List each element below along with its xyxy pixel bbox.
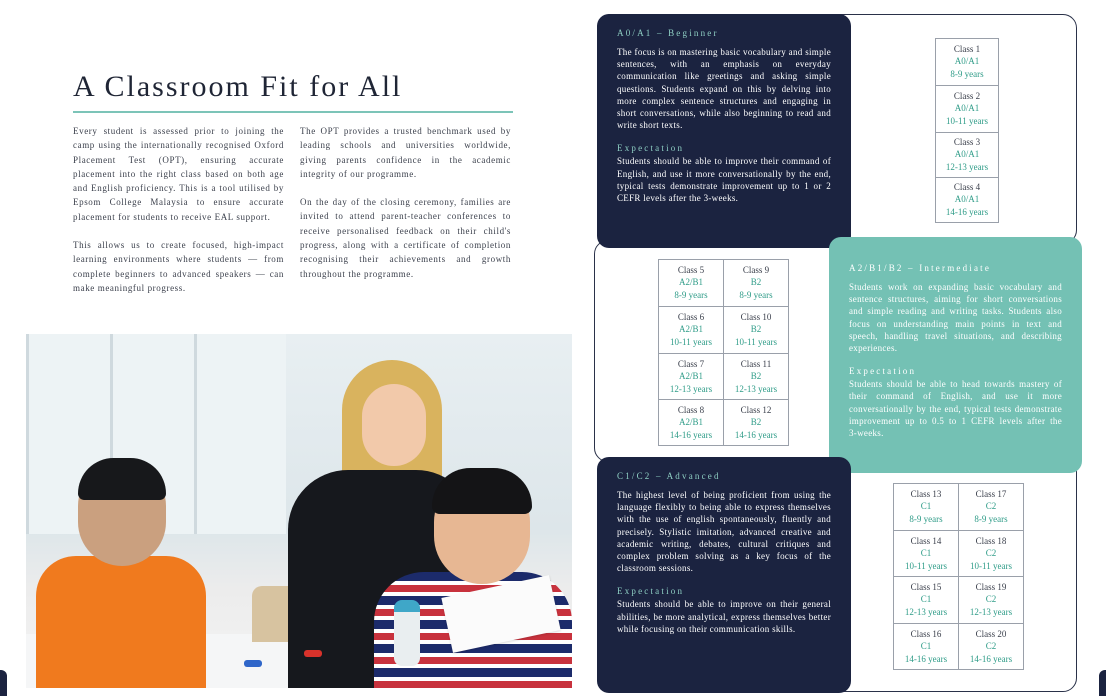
intro-paragraph: On the day of the closing ceremony, families are invited to attend parent‑teacher conferences to receive personalised feedback on their child's progress, along with a certificate of completion recognising their achievements and growth throughout the programme. (300, 197, 511, 279)
class-age: 12‑13 years (669, 383, 713, 394)
class-name: Class 13 (910, 489, 942, 499)
class-age: 8‑9 years (909, 514, 943, 524)
class-cell (659, 260, 724, 307)
intermediate-class-table (658, 259, 789, 446)
class-level: B2 (750, 416, 762, 427)
class-level: C2 (985, 501, 997, 511)
class-level: C2 (985, 547, 997, 558)
class-cell (894, 484, 959, 531)
class-name: Class 17 (975, 489, 1007, 499)
class-cell (959, 531, 1024, 577)
class-age: 8‑9 years (950, 69, 984, 79)
class-age: 14‑16 years (945, 207, 989, 217)
class-cell (724, 400, 789, 446)
class-age: 8‑9 years (739, 290, 773, 300)
intro-column-2 (300, 124, 511, 295)
class-age: 10‑11 years (670, 337, 712, 347)
page-edge-tab-left (0, 670, 7, 696)
expectation-text: Students should be able to improve on their general abilities, be more analytical, express themselves better while focusing on their communication skills. (617, 599, 831, 634)
class-cell (894, 577, 959, 624)
class-age: 14‑16 years (969, 653, 1013, 664)
intro-paragraph: The OPT provides a trusted benchmark used by leading schools and universities worldwide, giving parents confidence in the academic integrity of our programme. (300, 126, 511, 179)
class-age: 10‑11 years (970, 560, 1012, 571)
class-level: A2/B1 (678, 370, 703, 381)
class-age: 8‑9 years (674, 290, 708, 300)
class-name: Class 15 (910, 582, 942, 592)
class-name: Class 12 (740, 404, 772, 415)
class-name: Class 14 (910, 535, 942, 546)
class-age: 10‑11 years (946, 116, 988, 126)
class-name: Class 1 (953, 44, 981, 54)
class-cell (936, 133, 999, 178)
class-age: 12‑13 years (969, 607, 1013, 617)
level-heading: C1/C2 – Advanced (617, 471, 721, 481)
class-age: 10‑11 years (905, 560, 947, 571)
class-name: Class 8 (677, 404, 705, 415)
intro-paragraph: Every student is assessed prior to joining the camp using the internationally recognised Oxford Placement Test (OPT), ensuring accurate placement into the right class based on both age and English proficiency. This is a tool utilised by Epsom College Malaysia to ensure accurate placement for students to receive EAL support. (73, 126, 284, 222)
page-title: A Classroom Fit for All (73, 70, 403, 103)
class-cell (659, 307, 724, 354)
class-age: 12‑13 years (904, 607, 948, 617)
intermediate-card (829, 237, 1082, 473)
class-age: 12‑13 years (945, 162, 989, 172)
class-level: B2 (750, 370, 762, 381)
class-name: Class 11 (740, 358, 772, 369)
marker (304, 650, 322, 657)
class-name: Class 6 (677, 312, 705, 322)
class-cell (936, 178, 999, 223)
expectation-text: Students should be able to head towards mastery of their command of English, and use it more conversationally by the end, typical tests demonstrate improvement up to 0.5 to 1 CEFR levels after the 3‑weeks. (849, 379, 1062, 439)
beginner-class-table (935, 38, 999, 223)
advanced-card (597, 457, 851, 693)
marker (244, 660, 262, 667)
class-level: C1 (920, 640, 932, 651)
class-name: Class 20 (975, 628, 1007, 639)
class-level: B2 (750, 277, 762, 287)
class-level: B2 (750, 324, 762, 334)
class-level: A0/A1 (954, 103, 980, 113)
class-cell (936, 86, 999, 133)
level-heading: A2/B1/B2 – Intermediate (849, 263, 992, 273)
beginner-card (597, 14, 851, 248)
class-level: A0/A1 (954, 149, 980, 159)
expectation-label: Expectation (617, 143, 685, 154)
class-level: A0/A1 (954, 56, 980, 66)
class-name: Class 3 (953, 137, 981, 147)
class-name: Class 10 (740, 312, 772, 322)
class-name: Class 7 (677, 358, 705, 369)
expectation-label: Expectation (849, 366, 917, 377)
class-age: 8‑9 years (974, 514, 1008, 524)
class-level: C1 (920, 547, 932, 558)
class-age: 12‑13 years (734, 383, 778, 394)
class-age: 14‑16 years (904, 653, 948, 664)
class-level: A2/B1 (678, 416, 703, 427)
page-edge-tab-right (1099, 670, 1106, 696)
classroom-photo (26, 334, 572, 688)
expectation-label: Expectation (617, 586, 685, 597)
level-description: The highest level of being proficient from using the language flexibly to being able to express themselves with the use of english spontaneously, fluently and precisely. Stylistic imitation, advanced creative and academic writing, debates, cultural critiques and complex problem solving as a key focus of the classroom sessions. (617, 490, 831, 574)
class-level: C1 (920, 594, 932, 604)
class-cell (724, 354, 789, 400)
class-cell (894, 531, 959, 577)
class-name: Class 9 (742, 265, 770, 275)
class-level: C1 (920, 501, 932, 511)
student-hair (432, 468, 532, 514)
title-underline (73, 111, 513, 113)
class-cell (724, 307, 789, 354)
class-name: Class 4 (953, 182, 981, 192)
class-cell (959, 577, 1024, 624)
class-name: Class 18 (975, 535, 1007, 546)
level-description: Students work on expanding basic vocabulary and sentence structures, aiming for short conversations and simple reading and writing tasks. Students also focus on understanding main points in text and speech, handling travel situations, and describing experiences. (849, 282, 1062, 354)
level-heading: A0/A1 – Beginner (617, 28, 719, 38)
intro-paragraph: This allows us to create focused, high‑impact learning environments where students — from complete beginners to advanced speakers — can make meaningful progress. (73, 240, 284, 293)
class-level: A2/B1 (678, 277, 703, 287)
class-level: A0/A1 (954, 194, 980, 204)
class-cell (894, 624, 959, 670)
class-name: Class 19 (975, 582, 1007, 592)
class-cell (959, 484, 1024, 531)
student-orange-shirt (36, 556, 206, 688)
advanced-class-table (893, 483, 1024, 670)
class-age: 10‑11 years (735, 337, 777, 347)
teacher-face (362, 384, 426, 466)
level-description: The focus is on mastering basic vocabulary and simple sentences, with an emphasis on everyday communication like greetings and asking simple questions. Students expand on this by delving into more complex sentence structures and engaging in short conversations, while also beginning to read and write short texts. (617, 47, 831, 131)
class-level: C2 (985, 640, 997, 651)
water-bottle (394, 600, 420, 666)
class-age: 14‑16 years (669, 429, 713, 440)
class-level: C2 (985, 594, 997, 604)
class-cell (959, 624, 1024, 670)
class-name: Class 16 (910, 628, 942, 639)
class-name: Class 2 (953, 91, 981, 101)
class-cell (659, 400, 724, 446)
intro-column-1 (73, 124, 284, 309)
class-cell (724, 260, 789, 307)
class-cell (936, 39, 999, 86)
class-age: 14‑16 years (734, 429, 778, 440)
class-name: Class 5 (677, 265, 705, 275)
class-level: A2/B1 (678, 324, 703, 334)
class-cell (659, 354, 724, 400)
expectation-text: Students should be able to improve their command of English, and use it more conversationally by the end, typical tests demonstrate improvement up to 1 or 2 CEFR levels after the 3‑weeks. (617, 156, 831, 204)
